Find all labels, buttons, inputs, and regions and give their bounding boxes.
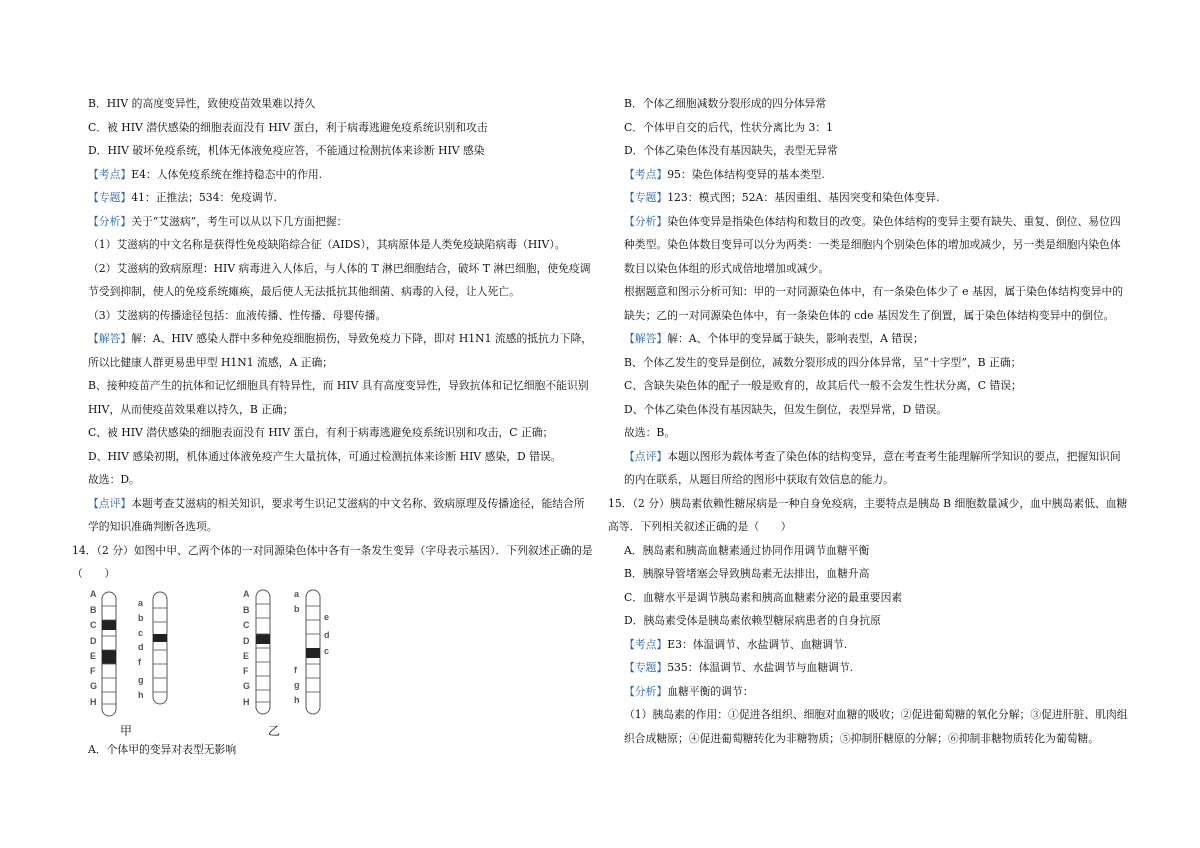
kaodian	[624, 163, 1130, 187]
jieda-point-d: D、个体乙染色体没有基因缺失，但发生倒位，表型异常，D 错误。	[624, 402, 948, 416]
chromosome-diagram	[88, 588, 558, 738]
zhuanti2-text: 535：体温调节、水盐调节与血糖调节.	[667, 661, 854, 674]
kaodian-tag: 【考点】	[88, 167, 132, 181]
q14-option-b: B．个体乙细胞减数分裂形成的四分体异常	[624, 97, 827, 110]
yi-gene-label: G	[243, 680, 251, 691]
yi-gene-label: H	[243, 696, 250, 707]
jia-right-centromere	[153, 634, 167, 642]
fenxi-text: 染色体变异是指染色体结构和数目的改变。染色体结构的变异主要有缺失、重复、倒位、易位四种类型。染色体数目变异可以分为两类：一类是细胞内个别染色体的增加或减少，另一类是细胞内染色体数目以染色体组的形式成倍地增加或减少。	[624, 214, 1121, 275]
zhuanti-text: 41：正推法；534：免疫调节.	[131, 191, 277, 204]
yi-gene-label: d	[324, 629, 330, 640]
right-column	[608, 92, 1130, 750]
option-c: C．被 HIV 潜伏感染的细胞表面没有 HIV 蛋白，利于病毒逃避免疫系统识别和攻击	[88, 120, 488, 134]
jieda-point-b: B、个体乙发生的变异是倒位，减数分裂形成的四分体异常，呈“十字型”，B 正确；	[624, 355, 1022, 369]
fenxi-text: 关于“艾滋病”，考生可以从以下几方面把握：	[131, 214, 348, 228]
fenxi-point-3: （3）艾滋病的传播途径包括：血液传播、性传播、母婴传播。	[88, 308, 387, 322]
kaodian	[88, 163, 593, 187]
fenxi-point-2: （2）艾滋病的致病原理：HIV 病毒进入人体后，与人体的 T 淋巴细胞结合，破坏 T 淋巴细胞，使免疫调节受到抑制，使人的免疫系统瘫痪，最后使人无法抵抗其他细菌、病毒的入侵，让人死亡。	[88, 261, 591, 298]
zhuanti-tag: 【专题】	[624, 191, 668, 204]
answer-choice: 故选：B。	[624, 426, 676, 439]
jia-gene-label: G	[90, 680, 98, 691]
dianping-text: 本题以图形为载体考查了染色体的结构变异，意在考查考生能理解所学知识的要点，把握知识间的内在联系，从题目所给的图形中获取有效信息的能力。	[624, 449, 1121, 486]
dianping	[624, 445, 1130, 492]
jia-gene-label: f	[138, 656, 141, 667]
zhuanti-text: 123：模式图；52A：基因重组、基因突变和染色体变异.	[667, 191, 940, 204]
dianping-tag: 【点评】	[624, 449, 668, 463]
question-14-stem: 14．（2 分）如图中甲、乙两个体的一对同源染色体中各有一条发生变异（字母表示基因）．下列叙述正确的是（ ）	[72, 543, 593, 580]
yi-gene-label: g	[294, 679, 300, 690]
fenxi-tag: 【分析】	[88, 214, 132, 228]
fenxi2-tag: 【分析】	[624, 684, 668, 698]
answer-choice: 故选：D。	[88, 473, 140, 486]
option-b: B．HIV 的高度变异性，致使疫苗效果难以持久	[88, 97, 316, 110]
dianping-tag: 【点评】	[88, 496, 132, 510]
jieda-point-c: C、被 HIV 潜伏感染的细胞表面没有 HIV 蛋白，有利于病毒逃避免疫系统识别和攻击，C 正确；	[88, 426, 554, 439]
jia-left-band-e	[102, 650, 116, 664]
kaodian-tag: 【考点】	[624, 167, 668, 181]
jieda-text: 解：A、个体甲的变异属于缺失，影响表型，A 错误；	[667, 332, 924, 345]
yi-gene-label: C	[243, 619, 250, 630]
zhuanti	[624, 186, 1130, 210]
kaodian-text: 95：染色体结构变异的基本类型.	[667, 167, 825, 181]
jieda	[88, 327, 593, 374]
yi-right-centromere	[306, 648, 320, 658]
jieda-tag: 【解答】	[88, 332, 132, 345]
jia-gene-label: c	[138, 627, 144, 638]
yi-chromosome-left	[256, 590, 270, 714]
q14-option-c: C．个体甲自交的后代，性状分离比为 3：1	[624, 120, 833, 134]
q15-option-d: D．胰岛素受体是胰岛素依赖型糖尿病患者的自身抗原	[624, 614, 881, 627]
yi-gene-label: F	[243, 665, 249, 676]
yi-gene-label: E	[243, 650, 250, 661]
jia-gene-label: d	[138, 641, 144, 652]
kaodian2-tag: 【考点】	[624, 637, 668, 651]
kaodian-text: E4：人体免疫系统在维持稳态中的作用.	[131, 167, 323, 181]
zhuanti-2	[624, 656, 1130, 680]
jieda-point-d: D、HIV 感染初期，机体通过体液免疫产生大量抗体，可通过检测抗体来诊断 HIV 感染，D 错误。	[88, 449, 562, 463]
jieda-point-b: B、接种疫苗产生的抗体和记忆细胞具有特异性，而 HIV 具有高度变异性，导致抗体和记忆细胞不能识别 HIV，从而使疫苗效果难以持久，B 正确；	[88, 379, 589, 416]
fenxi-extra: 根据题意和图示分析可知：甲的一对同源染色体中，有一条染色体少了 e 基因，属于染色体结构变异中的缺失；乙的一对同源染色体中，有一条染色体的 cde 基因发生了倒置，属于染色体结构变异中的倒位。	[624, 285, 1124, 322]
zhuanti2-tag: 【专题】	[624, 661, 668, 674]
jia-chromosome-right	[153, 592, 167, 704]
zhuanti	[88, 186, 593, 210]
kaodian-2	[624, 633, 1130, 657]
question-15-stem: 15．（2 分）胰岛素依赖性糖尿病是一种自身免疫病，主要特点是胰岛 B 细胞数量减少，血中胰岛素低、血糖高等．下列相关叙述正确的是（ ）	[608, 496, 1128, 533]
yi-left-centromere	[256, 634, 270, 644]
jia-gene-label: H	[90, 696, 97, 707]
zhuanti-tag: 【专题】	[88, 191, 132, 204]
fenxi-point-1: （1）艾滋病的中文名称是获得性免疫缺陷综合征（AIDS），其病原体是人类免疫缺陷病毒（HIV）。	[88, 238, 566, 251]
yi-gene-label: B	[243, 604, 250, 615]
yi-gene-label: D	[243, 635, 250, 646]
yi-gene-label: c	[324, 645, 330, 656]
q14-option-d: D．个体乙染色体没有基因缺失，表型无异常	[624, 144, 838, 157]
jia-gene-label: a	[138, 597, 144, 608]
dianping-text: 本题考查艾滋病的相关知识，要求考生识记艾滋病的中文名称、致病原理及传播途径，能结合所学的知识准确判断各选项。	[88, 496, 585, 533]
figure-label-yi: 乙	[268, 723, 281, 738]
jia-gene-label: E	[90, 650, 97, 661]
chromosome-figure	[88, 588, 558, 738]
fenxi2-text: 血糖平衡的调节：	[667, 684, 754, 698]
yi-gene-label: e	[324, 611, 330, 622]
yi-gene-label: a	[294, 588, 300, 599]
jia-gene-label: D	[90, 635, 97, 646]
jia-gene-label: B	[90, 604, 97, 615]
fenxi-tag: 【分析】	[624, 214, 668, 228]
jieda-text: 解：A、HIV 感染人群中多种免疫细胞损伤，导致免疫力下降，即对 H1N1 流感的抵抗力下降，所以比健康人群更易患甲型 H1N1 流感，A 正确；	[88, 332, 593, 369]
q15-option-c: C．血糖水平是调节胰岛素和胰高血糖素分泌的最重要因素	[624, 590, 903, 604]
figure-label-jia: 甲	[120, 723, 133, 738]
yi-gene-label: f	[294, 664, 297, 675]
jia-gene-label: A	[90, 588, 97, 599]
dianping	[88, 492, 593, 539]
jieda-tag: 【解答】	[624, 332, 668, 345]
question-14-option-a: A．个体甲的变异对表型无影响	[88, 742, 237, 756]
yi-gene-label: h	[294, 694, 300, 705]
kaodian2-text: E3：体温调节、水盐调节、血糖调节.	[667, 637, 848, 651]
yi-gene-label: b	[294, 603, 300, 614]
fenxi	[88, 210, 593, 234]
q15-option-a: A．胰岛素和胰高血糖素通过协同作用调节血糖平衡	[624, 543, 870, 557]
fenxi	[624, 210, 1130, 281]
jia-left-centromere	[102, 620, 116, 630]
q15-option-b: B．胰腺导管堵塞会导致胰岛素无法排出，血糖升高	[624, 567, 870, 580]
jieda	[624, 327, 1130, 351]
jia-gene-label: C	[90, 619, 97, 630]
fenxi-2	[624, 680, 1130, 704]
option-d: D．HIV 破坏免疫系统，机体无体液免疫应答，不能通过检测抗体来诊断 HIV 感染	[88, 144, 485, 157]
fenxi2-point: （1）胰岛素的作用：①促进各组织、细胞对血糖的吸收；②促进葡萄糖的氧化分解；③促进肝脏、肌肉组织合成糖原；④促进葡萄糖转化为非糖物质；⑤抑制肝糖原的分解；⑥抑制非糖物质转化为葡萄糖。	[624, 708, 1128, 745]
jia-gene-label: g	[138, 674, 144, 685]
jia-gene-label: h	[138, 689, 144, 700]
left-column	[72, 92, 593, 761]
yi-gene-label: A	[243, 588, 250, 599]
jieda-point-c: C、含缺失染色体的配子一般是败育的，故其后代一般不会发生性状分离，C 错误；	[624, 379, 1022, 392]
jia-gene-label: b	[138, 612, 144, 623]
jia-gene-label: F	[90, 665, 96, 676]
